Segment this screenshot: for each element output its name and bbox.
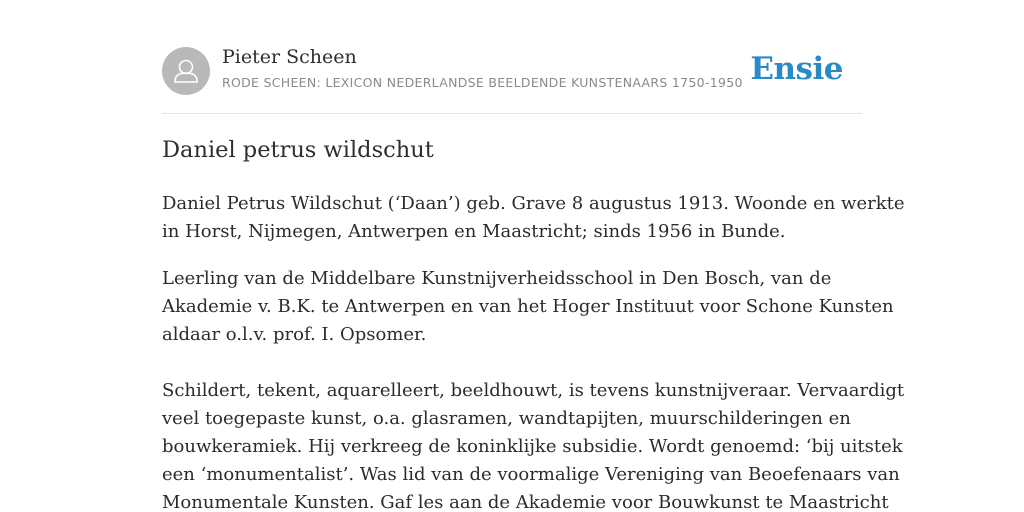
- user-icon: [162, 47, 210, 95]
- article-paragraph-3: [162, 377, 905, 512]
- paragraph-line: in Horst, Nijmegen, Antwerpen en Maastricht; sinds 1956 in Bunde.: [162, 221, 786, 242]
- author-avatar[interactable]: [162, 47, 210, 95]
- header: [162, 0, 862, 114]
- paragraph-line: veel toegepaste kunst, o.a. glasramen, wandtapijten, muurschilderingen en: [162, 408, 851, 429]
- article-paragraph-2: [162, 265, 894, 349]
- paragraph-line: Akademie v. B.K. te Antwerpen en van het Hoger Instituut voor Schone Kunsten: [162, 296, 894, 317]
- article-paragraph-1: [162, 190, 905, 246]
- paragraph-line: een ‘monumentalist’. Was lid van de voormalige Vereniging van Beoefenaars van: [162, 464, 900, 485]
- paragraph-line: Leerling van de Middelbare Kunstnijverheidsschool in Den Bosch, van de: [162, 268, 832, 289]
- paragraph-line: Schildert, tekent, aquarelleert, beeldhouwt, is tevens kunstnijveraar. Vervaardigt: [162, 380, 905, 401]
- paragraph-line: Daniel Petrus Wildschut (‘Daan’) geb. Grave 8 augustus 1913. Woonde en werkte: [162, 193, 905, 214]
- author-name[interactable]: Pieter Scheen: [222, 46, 357, 68]
- paragraph-line: bouwkeramiek. Hij verkreeg de koninklijke subsidie. Wordt genoemd: ‘bij uitstek: [162, 436, 903, 457]
- paragraph-line: Monumentale Kunsten. Gaf les aan de Akademie voor Bouwkunst te Maastricht: [162, 492, 889, 512]
- source-label[interactable]: RODE SCHEEN: LEXICON NEDERLANDSE BEELDENDE KUNSTENAARS 1750-1950: [222, 75, 743, 90]
- paragraph-line: aldaar o.l.v. prof. I. Opsomer.: [162, 324, 427, 345]
- article-title: Daniel petrus wildschut: [162, 137, 434, 163]
- ensie-logo[interactable]: Ensie: [750, 51, 843, 87]
- page: [162, 0, 905, 512]
